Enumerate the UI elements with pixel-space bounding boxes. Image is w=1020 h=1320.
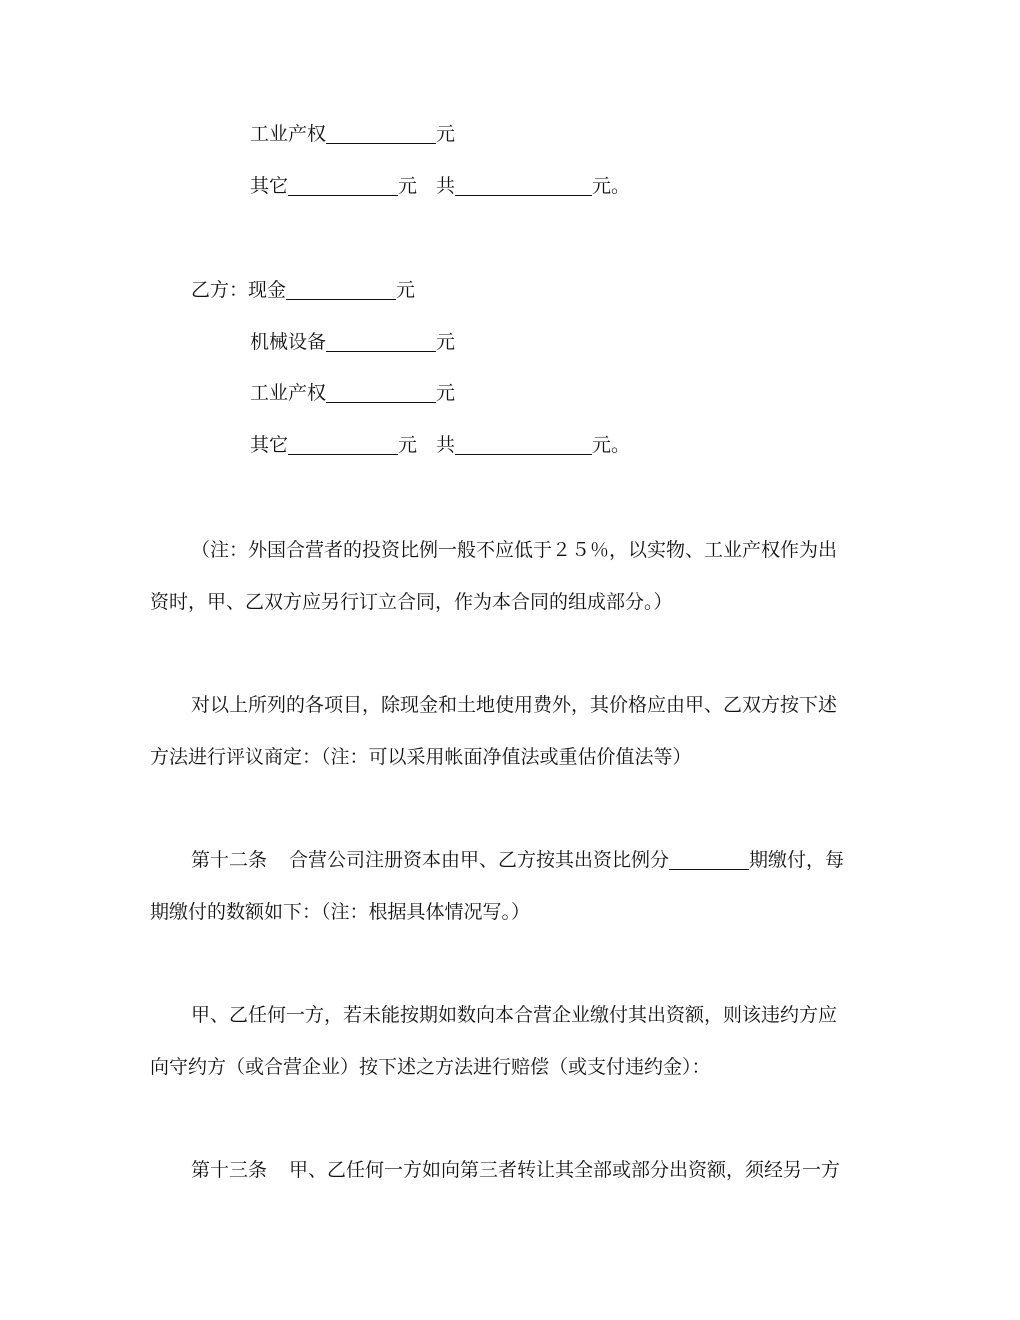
article-12-text-before: 合营公司注册资本由甲、乙方按其出资比例分 [289, 849, 670, 871]
default-clause-line-2: 向守约方（或合营企业）按下述之方法进行赔偿（或支付违约金）： [150, 1056, 711, 1078]
party-a-industrial-property-row [250, 122, 455, 146]
note-investment-line-2: 资时，甲、乙双方应另行订立合同，作为本合同的组成部分。） [150, 591, 673, 613]
default-clause-line-1: 甲、乙任何一方，若未能按期如数向本合营企业缴付其出资额，则该违约方应 [191, 1004, 838, 1026]
party-b-other-row [250, 433, 630, 457]
industrial-property-label: 工业产权 [250, 123, 327, 145]
total-label: 共 [436, 434, 456, 456]
other-label: 其它 [250, 434, 289, 456]
valuation-line-2: 方法进行评议商定：（注：可以采用帐面净值法或重估价值法等） [150, 746, 692, 768]
other-label: 其它 [250, 175, 289, 197]
unit: 元 [396, 279, 416, 301]
article-13-text: 甲、乙任何一方如向第三者转让其全部或部分出资额，须经另一方 [289, 1159, 841, 1181]
unit: 元 [436, 123, 456, 145]
article-12-line-2: 期缴付的数额如下：（注：根据具体情况写。） [150, 901, 531, 923]
total-blank [455, 175, 592, 196]
article-13-line-1 [191, 1158, 840, 1182]
amount-blank [326, 331, 436, 352]
amount-blank [288, 175, 398, 196]
unit: 元 [436, 382, 456, 404]
unit: 元 [398, 434, 418, 456]
party-a-other-row [250, 174, 630, 198]
valuation-line-1: 对以上所列的各项目，除现金和土地使用费外，其价格应由甲、乙双方按下述 [191, 694, 838, 716]
total-unit: 元。 [592, 175, 631, 197]
amount-blank [326, 123, 436, 144]
industrial-property-label: 工业产权 [250, 382, 327, 404]
article-13-heading: 第十三条 [191, 1159, 268, 1181]
amount-blank [286, 279, 396, 300]
installments-blank [669, 849, 749, 870]
party-b-cash-row [191, 278, 415, 302]
party-b-prefix: 乙方： [191, 279, 249, 301]
article-12-heading: 第十二条 [191, 849, 268, 871]
equipment-label: 机械设备 [250, 331, 327, 353]
party-b-industrial-property-row [250, 381, 455, 405]
party-b-equipment-row [250, 330, 455, 354]
article-12-text-after: 期缴付，每 [749, 849, 845, 871]
total-label: 共 [436, 175, 456, 197]
amount-blank [288, 434, 398, 455]
total-blank [455, 434, 592, 455]
cash-label: 现金 [248, 279, 287, 301]
total-unit: 元。 [592, 434, 631, 456]
amount-blank [326, 382, 436, 403]
note-investment-line-1: （注：外国合营者的投资比例一般不应低于２５％，以实物、工业产权作为出 [191, 539, 838, 561]
unit: 元 [436, 331, 456, 353]
unit: 元 [398, 175, 418, 197]
article-12-line-1 [191, 848, 844, 872]
